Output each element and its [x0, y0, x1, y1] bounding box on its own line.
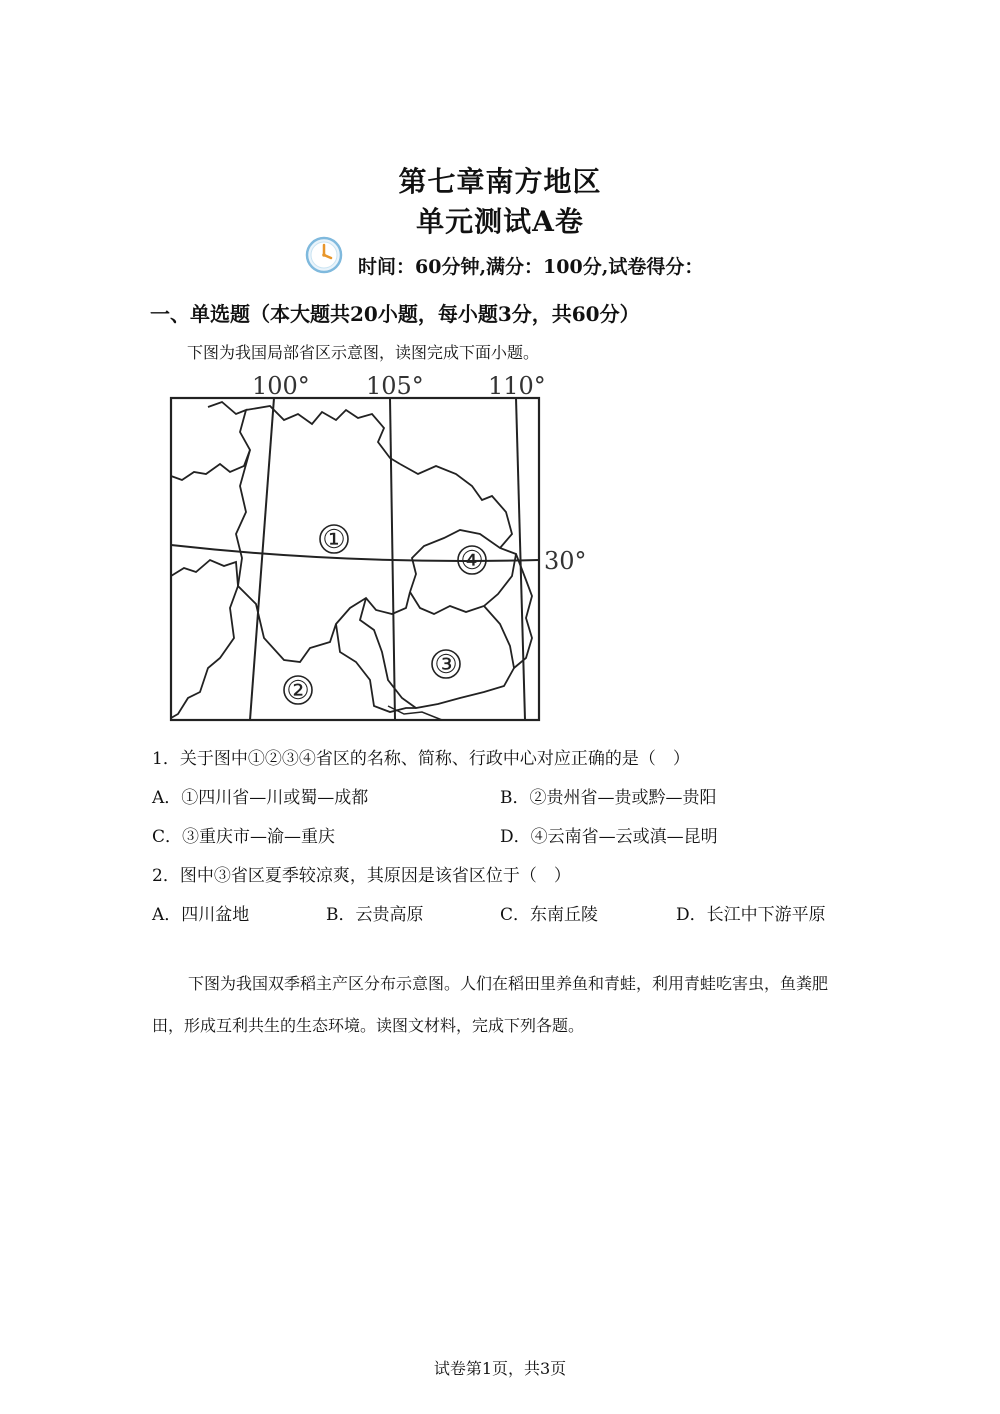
- passage-intro: 下图为我国局部省区示意图，读图完成下面小题。: [187, 343, 540, 362]
- question-2-option-d: D．长江中下游平原: [676, 905, 826, 925]
- question-1-option-a: A．①四川省—川或蜀—成都: [152, 788, 369, 808]
- question-2-option-c: C．东南丘陵: [500, 905, 599, 925]
- question-2-option-a: A．四川盆地: [152, 905, 250, 925]
- exam-subtitle: 单元测试A卷: [416, 205, 584, 238]
- question-2-stem: 2．图中③省区夏季较凉爽，其原因是该省区位于（ ）: [152, 866, 571, 886]
- question-1-option-c: C．③重庆市—渝—重庆: [152, 827, 336, 847]
- region-label-2: ②: [286, 676, 310, 706]
- region-label-1: ①: [322, 525, 346, 555]
- passage-2-text: 下图为我国双季稻主产区分布示意图。人们在稻田里养鱼和青蛙，利用青蛙吃害虫，鱼粪肥田，形成互利共生的生态环境。读图文材料，完成下列各题。: [152, 974, 829, 1035]
- page-footer: 试卷第1页，共3页: [433, 1359, 567, 1378]
- exam-time-info: 时间：60分钟,满分：100分,试卷得分：: [358, 256, 704, 278]
- province-map: [160, 362, 600, 730]
- section-heading: 一、单选题（本大题共20小题，每小题3分，共60分）: [150, 302, 640, 326]
- region-circle-3: [432, 650, 460, 680]
- region-label-4: ④: [460, 546, 484, 576]
- clock-icon: [305, 236, 343, 274]
- lon-label-105: 105°: [366, 372, 424, 400]
- exam-title: 第七章南方地区: [398, 165, 602, 198]
- region-circle-1: [320, 525, 348, 555]
- region-circle-2: [284, 676, 312, 706]
- question-1-stem: 1．关于图中①②③④省区的名称、简称、行政中心对应正确的是（ ）: [152, 749, 690, 769]
- lon-label-110: 110°: [488, 372, 546, 400]
- lat-label-30: 30°: [544, 547, 587, 575]
- region-circle-4: [458, 546, 486, 576]
- question-1-option-d: D．④云南省—云或滇—昆明: [500, 827, 718, 847]
- question-1-option-b: B．②贵州省—贵或黔—贵阳: [500, 788, 717, 808]
- region-label-3: ③: [434, 650, 458, 680]
- lon-label-100: 100°: [252, 372, 310, 400]
- question-2-option-b: B．云贵高原: [326, 905, 424, 925]
